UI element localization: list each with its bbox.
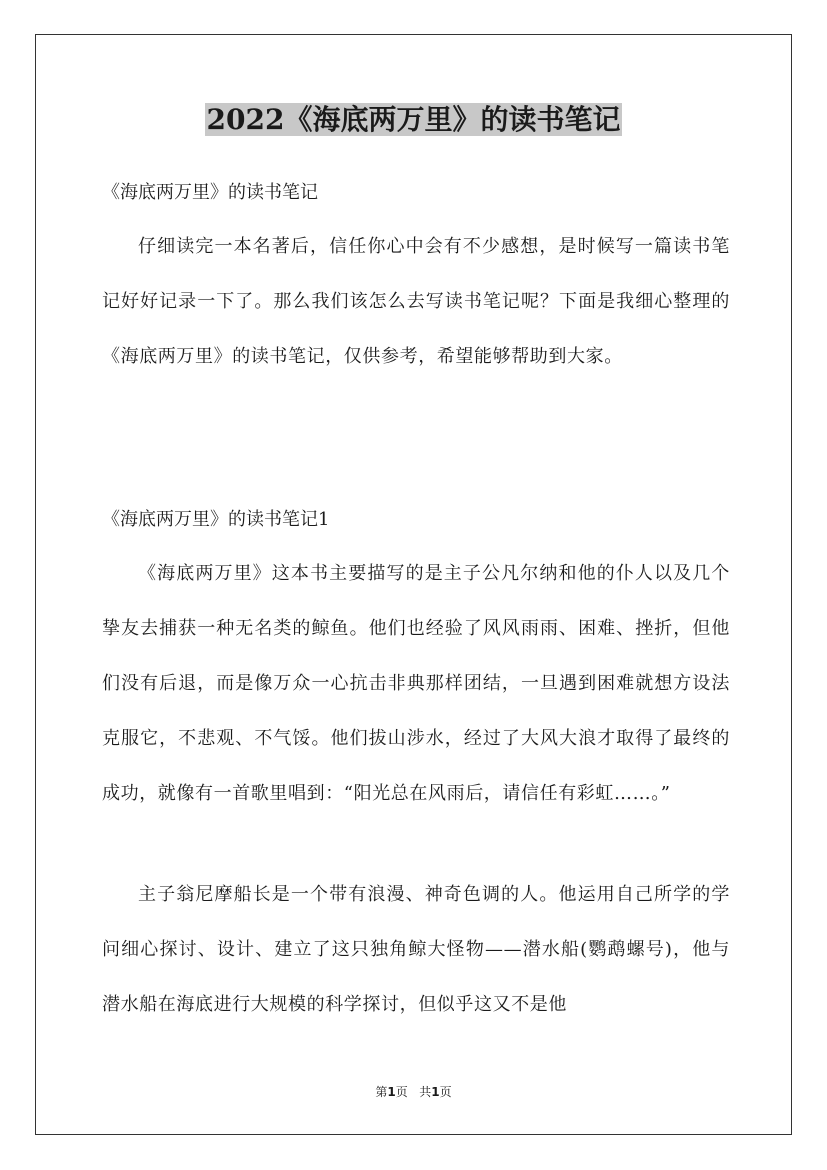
- document-title: [0, 98, 827, 142]
- footer-total-suffix: 页: [439, 1085, 452, 1099]
- page-footer: [0, 1083, 827, 1100]
- footer-page-number: 1: [387, 1085, 396, 1099]
- footer-page-prefix: 第: [375, 1085, 388, 1099]
- body-paragraph-2: 主子翁尼摩船长是一个带有浪漫、神奇色调的人。他运用自己所学的学问细心探讨、设计、建立了这只独角鲸大怪物——潜水船(鹦鹉螺号)，他与潜水船在海底进行大规模的科学探讨，但似乎这又不是他: [102, 884, 730, 1015]
- body-paragraph-1: 《海底两万里》这本书主要描写的是主子公凡尔纳和他的仆人以及几个挚友去捕获一种无名类的鲸鱼。他们也经验了风风雨雨、困难、挫折，但他们没有后退，而是像万众一心抗击非典那样团结，一旦遇到困难就想方设法克服它，不悲观、不气馁。他们拔山涉水，经过了大风大浪才取得了最终的成功，就像有一首歌里唱到：“阳光总在风雨后，请信任有彩虹……。”: [102, 563, 730, 804]
- footer-total-number: 1: [431, 1085, 440, 1099]
- document-subtitle: 《海底两万里》的读书笔记: [102, 182, 318, 203]
- section-heading: 《海底两万里》的读书笔记1: [102, 509, 330, 530]
- intro-paragraph: 仔细读完一本名著后，信任你心中会有不少感想，是时候写一篇读书笔记好好记录一下了。那么我们该怎么去写读书笔记呢？下面是我细心整理的《海底两万里》的读书笔记，仅供参考，希望能够帮助到大家。: [102, 236, 730, 367]
- footer-page-suffix: 页: [395, 1085, 408, 1099]
- footer-total-prefix: 共: [419, 1085, 432, 1099]
- document-title-text: 2022《海底两万里》的读书笔记: [206, 103, 621, 136]
